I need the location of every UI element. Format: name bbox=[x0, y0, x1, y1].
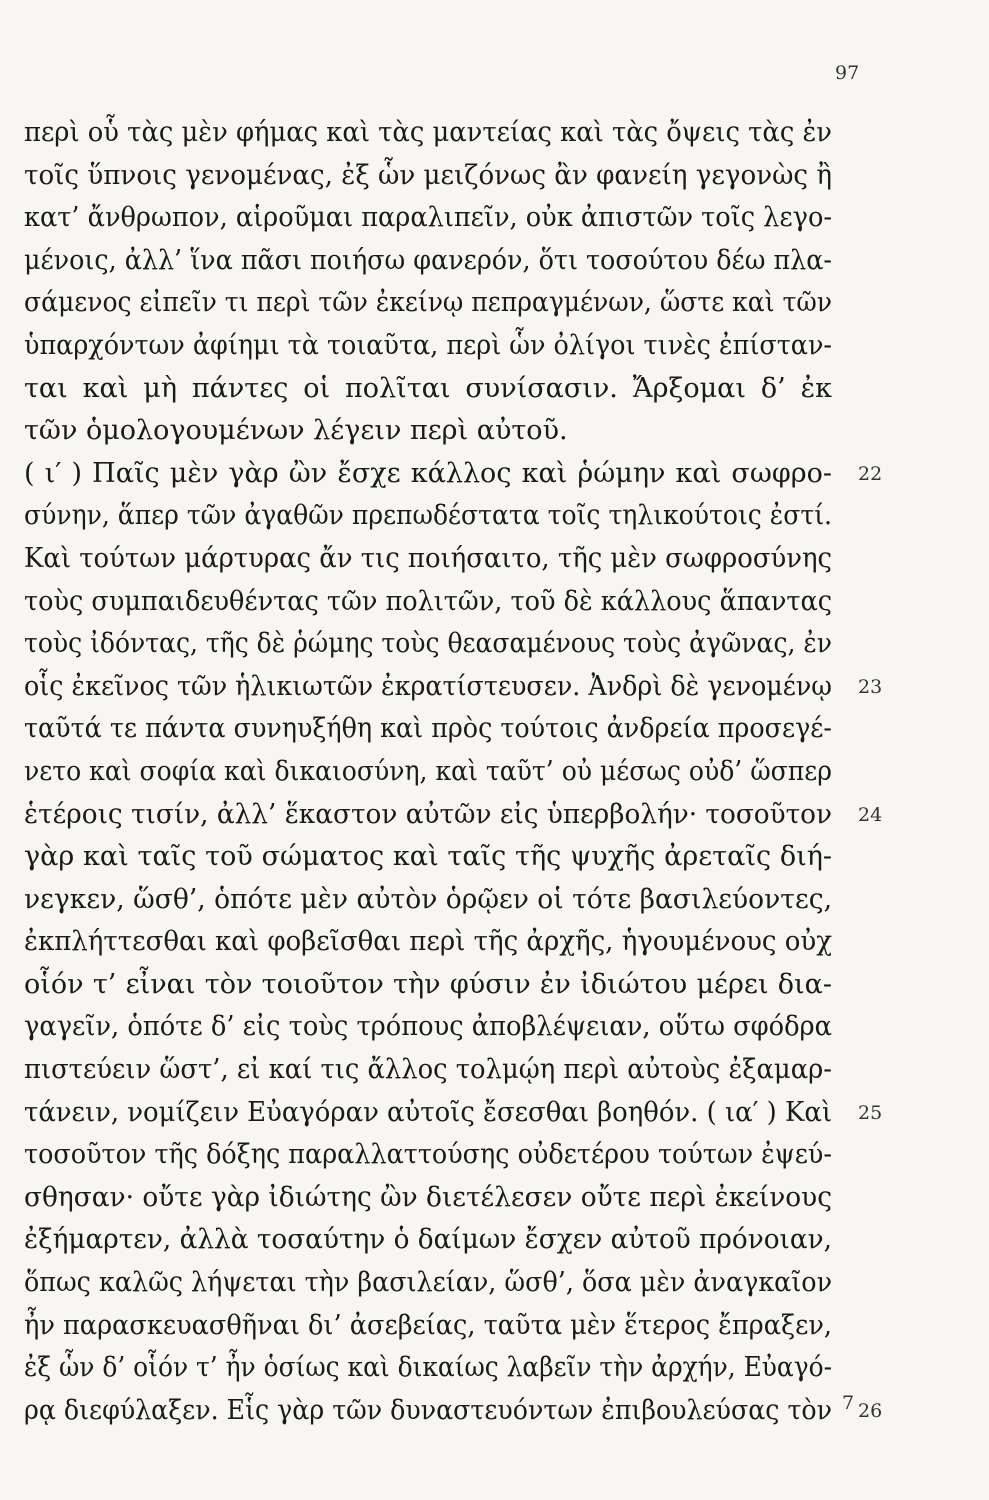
text-line bbox=[24, 538, 854, 581]
line-text: περὶ οὗ τὰς μὲν φήμας καὶ τὰς μαντείας καὶ τὰς ὄψεις τὰς ἐν bbox=[24, 117, 832, 148]
text-block bbox=[24, 112, 883, 1432]
line-text: οἷόν τ’ εἶναι τὸν τοιοῦτον τὴν φύσιν ἐν ἰδιώτου μέρει δια- bbox=[24, 968, 832, 1000]
line-text: κατ’ ἄνθρωπον, αἱροῦμαι παραλιπεῖν, οὐκ ἀπιστῶν τοῖς λεγο- bbox=[24, 202, 832, 234]
text-line bbox=[24, 666, 883, 709]
line-text: ἐκπλήττεσθαι καὶ φοβεῖσθαι περὶ τῆς ἀρχῆς, ἡγουμένους οὐχ bbox=[24, 926, 832, 958]
line-text: σάμενος εἰπεῖν τι περὶ τῶν ἐκείνῳ πεπραγμένων, ὥστε καὶ τῶν bbox=[24, 287, 832, 319]
text-line bbox=[24, 1134, 854, 1177]
text-line bbox=[24, 1049, 854, 1092]
text-line bbox=[24, 836, 854, 879]
line-text: ὅπως καλῶς λήψεται τὴν βασιλείαν, ὥσθ’, ὅσα μὲν ἀναγκαῖον bbox=[24, 1267, 832, 1299]
section-number: 24 bbox=[858, 803, 883, 826]
text-line bbox=[24, 964, 854, 1007]
page-number: 97 bbox=[835, 62, 860, 84]
line-text: ταῦτά τε πάντα συνηυξήθη καὶ πρὸς τούτοις ἀνδρεία προσεγέ- bbox=[24, 713, 832, 745]
line-text: πιστεύειν ὥστ’, εἰ καί τις ἄλλος τολμῴη περὶ αὐτοὺς ἐξαμαρ- bbox=[24, 1054, 832, 1086]
text-line bbox=[24, 410, 854, 453]
text-line bbox=[24, 708, 854, 751]
line-text: τοῖς ὕπνοις γενομένας, ἐξ ὧν μειζόνως ἂν φανείη γεγονὼς ἢ bbox=[24, 159, 832, 191]
line-text: τοὺς συμπαιδευθέντας τῶν πολιτῶν, τοῦ δὲ κάλλους ἅπαντας bbox=[24, 585, 832, 617]
line-text: ἐξ ὧν δ’ οἷόν τ’ ἦν ὁσίως καὶ δικαίως λαβεῖν τὴν ἀρχήν, Εὐαγό- bbox=[24, 1352, 832, 1384]
line-text: ὑπαρχόντων ἀφίημι τὰ τοιαῦτα, περὶ ὧν ὀλίγοι τινὲς ἐπίσταν- bbox=[24, 329, 832, 361]
line-text: τοὺς ἰδόντας, τῆς δὲ ῥώμης τοὺς θεασαμένους τοὺς ἀγῶνας, ἐν bbox=[24, 628, 832, 660]
line-text: ( ι′ ) Παῖς μὲν γὰρ ὢν ἔσχε κάλλος καὶ ῥώμην καὶ σωφρο- bbox=[24, 457, 832, 489]
text-line bbox=[24, 751, 854, 794]
text-line bbox=[24, 155, 854, 198]
line-text: ρᾳ διεφύλαξεν. Εἷς γὰρ τῶν δυναστευόντων ἐπιβουλεύσας τὸν bbox=[24, 1394, 832, 1426]
line-text: νεγκεν, ὥσθ’, ὁπότε μὲν αὐτὸν ὁρῷεν οἱ τότε βασιλεύοντες, bbox=[24, 883, 832, 915]
line-text: οἷς ἐκεῖνος τῶν ἡλικιωτῶν ἐκρατίστευσεν. Ἀνδρὶ δὲ γενομένῳ bbox=[24, 670, 832, 702]
text-line bbox=[24, 1262, 854, 1305]
line-text: σθησαν· οὔτε γὰρ ἰδιώτης ὢν διετέλεσεν οὔτε περὶ ἐκείνους bbox=[24, 1181, 832, 1213]
text-line bbox=[24, 1347, 854, 1390]
text-line bbox=[24, 1177, 854, 1220]
line-text: τάνειν, νομίζειν Εὐαγόραν αὐτοῖς ἔσεσθαι βοηθόν. ( ια′ ) Καὶ bbox=[24, 1096, 832, 1128]
line-text: ἑτέροις τισίν, ἀλλ’ ἕκαστον αὐτῶν εἰς ὑπερβολήν· τοσοῦτον bbox=[24, 798, 832, 830]
text-line bbox=[24, 240, 854, 283]
line-text: τῶν ὁμολογουμένων λέγειν περὶ αὐτοῦ. bbox=[24, 415, 568, 447]
line-text: ται καὶ μὴ πάντες οἱ πολῖται συνίσασιν. Ἄρξομαι δ’ ἐκ bbox=[24, 372, 832, 404]
text-line bbox=[24, 623, 854, 666]
line-text: γαγεῖν, ὁπότε δ’ εἰς τοὺς τρόπους ἀποβλέψειαν, οὕτω σφόδρα bbox=[24, 1011, 832, 1043]
line-text: νετο καὶ σοφία καὶ δικαιοσύνη, καὶ ταῦτ’ οὐ μέσως οὐδ’ ὥσπερ bbox=[24, 755, 832, 787]
text-line bbox=[24, 495, 854, 538]
text-line bbox=[24, 368, 854, 411]
text-line bbox=[24, 282, 854, 325]
text-line bbox=[24, 1305, 854, 1348]
text-line bbox=[24, 197, 854, 240]
line-text: τοσοῦτον τῆς δόξης παραλλαττούσης οὐδετέρου τούτων ἐψεύ- bbox=[24, 1139, 832, 1171]
text-line bbox=[24, 453, 883, 496]
text-line bbox=[24, 1092, 883, 1135]
text-line bbox=[24, 921, 854, 964]
text-line bbox=[24, 1219, 854, 1262]
text-line bbox=[24, 1006, 854, 1049]
section-number: 25 bbox=[858, 1101, 883, 1124]
text-line bbox=[24, 794, 883, 837]
text-line bbox=[24, 879, 854, 922]
section-number: 23 bbox=[858, 675, 883, 698]
text-line bbox=[24, 325, 854, 368]
signature-mark: 7 bbox=[842, 1392, 855, 1414]
line-text: ἐξήμαρτεν, ἀλλὰ τοσαύτην ὁ δαίμων ἔσχεν αὐτοῦ πρόνοιαν, bbox=[24, 1224, 832, 1256]
line-text: γὰρ καὶ ταῖς τοῦ σώματος καὶ ταῖς τῆς ψυχῆς ἀρεταῖς διή- bbox=[24, 841, 832, 873]
line-text: ἦν παρασκευασθῆναι δι’ ἀσεβείας, ταῦτα μὲν ἕτερος ἔπραξεν, bbox=[24, 1309, 832, 1341]
section-number: 22 bbox=[858, 462, 883, 485]
text-line bbox=[24, 1390, 883, 1433]
text-line bbox=[24, 112, 854, 155]
text-line bbox=[24, 581, 854, 624]
line-text: μένοις, ἀλλ’ ἵνα πᾶσι ποιήσω φανερόν, ὅτι τοσούτου δέω πλα- bbox=[24, 244, 832, 276]
line-text: σύνην, ἅπερ τῶν ἀγαθῶν πρεπωδέστατα τοῖς τηλικούτοις ἐστί. bbox=[24, 500, 832, 532]
section-number: 26 bbox=[858, 1399, 883, 1422]
line-text: Καὶ τούτων μάρτυρας ἄν τις ποιήσαιτο, τῆς μὲν σωφροσύνης bbox=[24, 542, 832, 574]
